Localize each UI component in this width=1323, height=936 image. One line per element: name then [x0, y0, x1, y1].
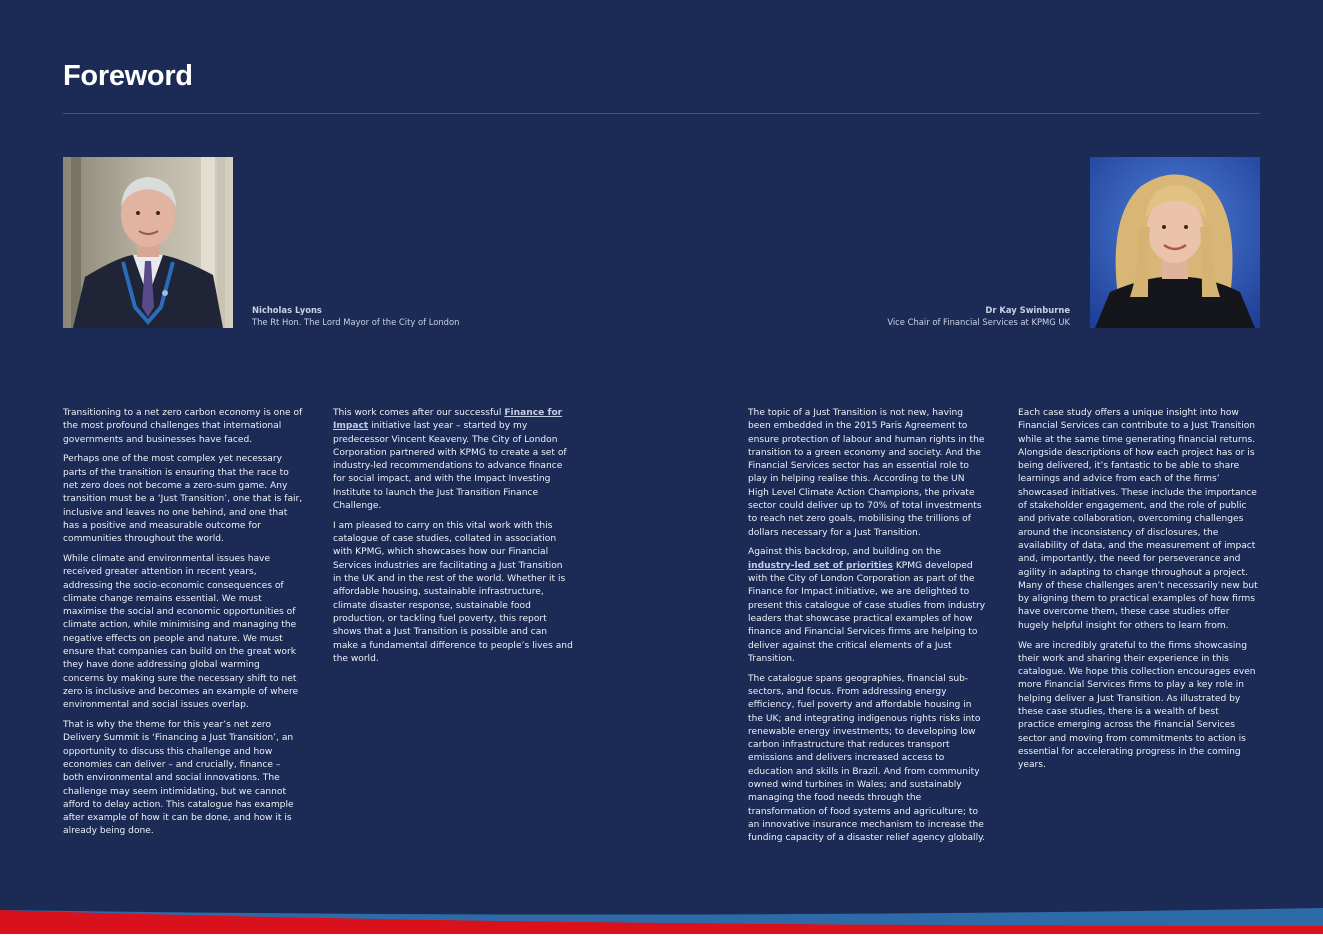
text-column-1 [63, 407, 303, 845]
paragraph [333, 407, 573, 513]
text-column-3 [748, 407, 988, 852]
paragraph-lead: Against this backdrop, and building on the [748, 547, 942, 558]
portrait-nicholas-lyons [63, 157, 233, 328]
paragraph: Perhaps one of the most complex yet necessary parts of the transition is ensuring that the race to net zero does not become a zero-sum game. Any transition must be a ‘Just Transition’, one that is fair, inclusive and leaves no one behind, and one that has a positive and measurable outcome for communities throughout the world. [63, 454, 303, 545]
person-role: The Rt Hon. The Lord Mayor of the City of London [252, 317, 460, 327]
paragraph [748, 546, 988, 666]
person-name: Nicholas Lyons [252, 305, 322, 315]
paragraph: That is why the theme for this year’s net zero Delivery Summit is ‘Financing a Just Transition’, an opportunity to discuss this challenge and how economies can deliver – and crucially, finance – both environmental and social innovations. The challenge may seem intimidating, but we cannot afford to delay action. This catalogue has example after example of how it can be done, and how it is already being done. [63, 720, 294, 837]
finance-for-impact-link[interactable]: Finance for Impact [333, 408, 563, 432]
person-role: Vice Chair of Financial Services at KPMG UK [887, 317, 1070, 327]
paragraph: While climate and environmental issues have received greater attention in recent years, addressing the socio-economic consequences of climate change remains essential. We must maximise the social and economic opportunities of climate action, while minimising and managing the negative effects on people and nature. We must ensure that companies can build on the great work they have done addressing global warming concerns by making sure the necessary shift to net zero is inclusive and becomes an example of where environmental and social issues overlap. [63, 553, 299, 711]
page-title: Foreword [63, 60, 193, 92]
paragraph: Each case study offers a unique insight into how Financial Services can contribute to a Just Transition while at the same time generating financial returns. Alongside descriptions of how each project has or is being delivered, it’s fantastic to be able to share learnings and advice from each of the firms’ showcased initiatives. These include the importance of stakeholder engagement, and the role of public and private collaboration, overcoming challenges around the inconsistency of disclosures, the availability of data, and the measurement of impact and, importantly, the need for perseverance and agility in adapting to change throughout a project. Many of these challenges aren’t necessarily new but by aligning them to practical examples of how firms have overcome them, these case studies offer hugely helpful insight for others to learn from. [1018, 408, 1258, 631]
portrait-kay-swinburne [1090, 157, 1260, 328]
caption-left [252, 304, 459, 328]
person-name: Dr Kay Swinburne [985, 305, 1070, 315]
title-divider [63, 113, 1260, 114]
paragraph: Transitioning to a net zero carbon economy is one of the most profound challenges that international governments and businesses have faced. [63, 408, 303, 445]
paragraph-lead: This work comes after our successful [333, 408, 505, 418]
paragraph: The catalogue spans geographies, financial sub-sectors, and focus. From addressing energy efficiency, fuel poverty and affordable housing in the UK; and integrating indigenous rights risks into renewable energy investments; to developing low carbon infrastructure that reduces transport emissions and delivers increased access to education and skills in Brazil. And from community owned wind turbines in Wales; and sustainably managing the food needs through the transformation of food systems and agriculture; to an innovative insurance mechanism to increase the funding capacity of a disaster relief agency globally. [748, 673, 986, 844]
paragraph-rest: KPMG developed with the City of London Corporation as part of the Finance for Impact initiative, we are delighted to present this catalogue of case studies from industry leaders that showcase practical examples of how finance and Financial Services firms are helping to deliver against the critical elements of a Just Transition. [748, 560, 986, 664]
decorative-footer-band [0, 900, 1323, 936]
paragraph: We are incredibly grateful to the firms showcasing their work and sharing their experience in this catalogue. We hope this collection encourages even more Financial Services firms to play a key role in helping deliver a Just Transition. As illustrated by these case studies, there is a wealth of best practice emerging across the Financial Services sector and moving from commitments to action is essential for accelerating progress in the coming years. [1018, 640, 1256, 771]
paragraph: The topic of a Just Transition is not new, having been embedded in the 2015 Paris Agreement to ensure protection of labour and human rights in the transition to a green economy and society. And the Financial Services sector has an essential role to play in helping realise this. According to the UN High Level Climate Action Champions, the private sector could deliver up to 70% of total investments to reach net zero goals, mobilising the trillions of dollars necessary for a Just Transition. [748, 408, 985, 538]
text-column-4 [1018, 407, 1258, 779]
industry-priorities-link[interactable]: industry-led set of priorities [748, 560, 893, 571]
paragraph-rest: initiative last year – started by my predecessor Vincent Keaveny. The City of London Corporation partnered with KPMG to create a set of industry-led recommendations to advance finance for social impact, and with the Impact Investing Institute to launch the Just Transition Finance Challenge. [333, 421, 567, 512]
paragraph: I am pleased to carry on this vital work with this catalogue of case studies, collated in association with KPMG, which showcases how our Financial Services industries are facilitating a Just Transition in the UK and in the rest of the world. Whether it is affordable housing, sustainable infrastructure, climate disaster response, sustainable food production, or tackling fuel poverty, this report shows that a Just Transition is possible and can make a fundamental difference to people’s lives and the world. [333, 520, 573, 664]
text-column-2 [333, 407, 573, 673]
caption-right [887, 304, 1070, 328]
